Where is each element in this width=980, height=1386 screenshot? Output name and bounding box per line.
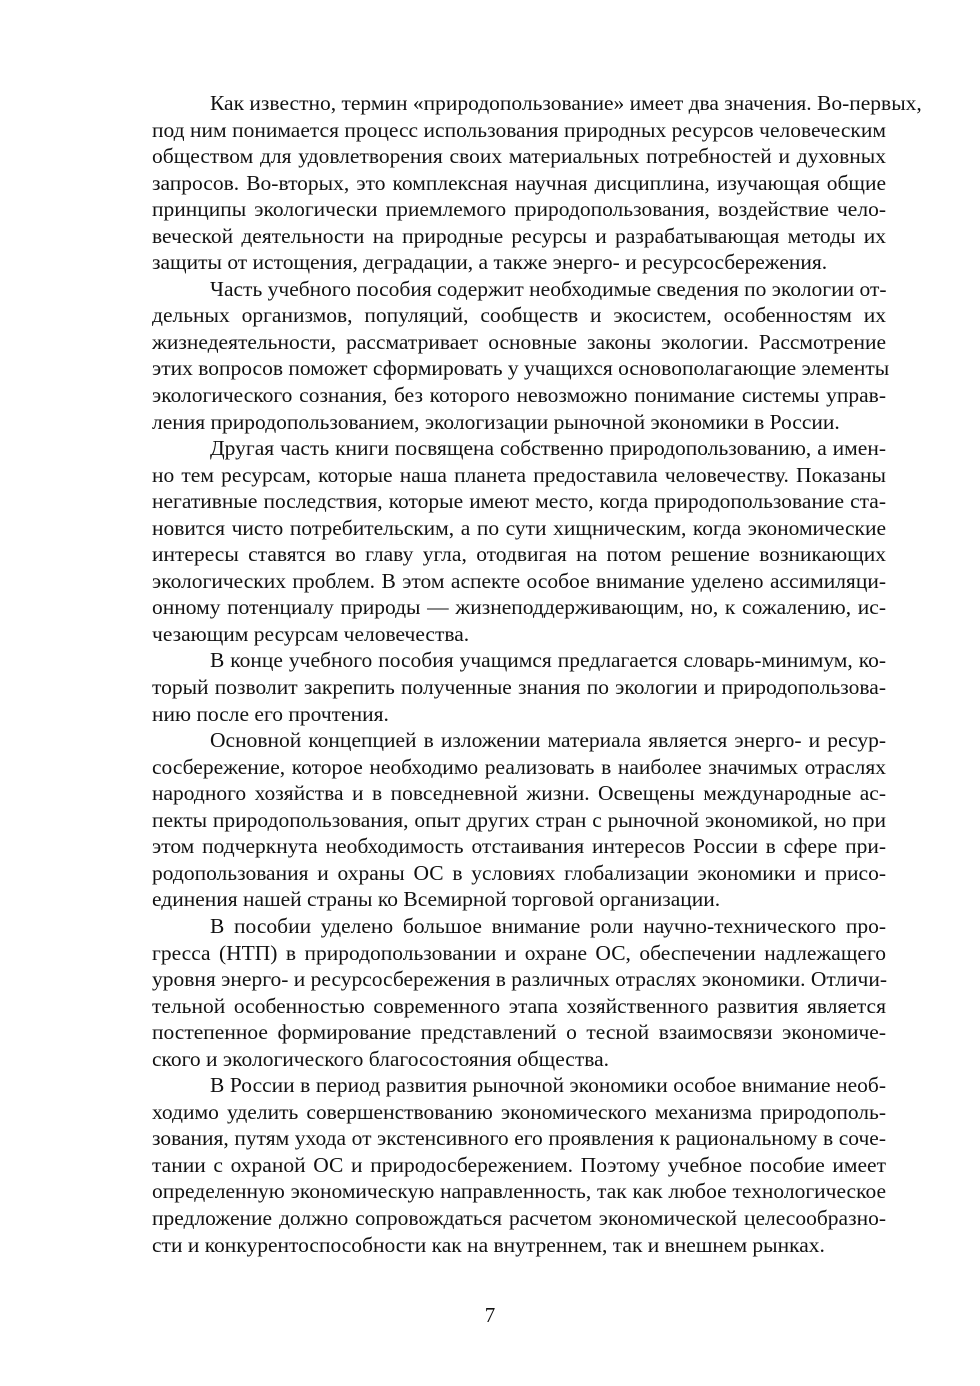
- text-line: определенную экономическую направленность, так как любое технологическое: [152, 1179, 886, 1204]
- text-line: но тем ресурсам, которые наша планета предоставила человечеству. Показаны: [152, 462, 886, 487]
- paragraph-1: [94, 90, 922, 276]
- text-line: ходимо уделить совершенствованию экономического механизма природополь-: [152, 1099, 886, 1124]
- text-line: онному потенциалу природы — жизнеподдерживающим, но, к сожалению, ис-: [152, 595, 886, 620]
- text-line: Часть учебного пособия содержит необходимые сведения по экологии от-: [210, 276, 887, 301]
- paragraph-6: [94, 913, 886, 1072]
- text-line: Как известно, термин «природопользование» имеет два значения. Во-первых,: [210, 91, 922, 115]
- text-line: новится чисто потребительским, а по сути хищническим, когда экономические: [152, 515, 886, 540]
- text-line: пекты природопользования, опыт других стран с рыночной экономикой, но при: [152, 807, 886, 832]
- text-line: ления природопользованием, экологизации рыночной экономики в России.: [152, 409, 840, 434]
- text-line: родопользования и охраны ОС в условиях глобализации экономики и присо-: [152, 860, 886, 885]
- text-line: сти и конкурентоспособности как на внутреннем, так и внешнем рынках.: [152, 1232, 825, 1257]
- text-line: нию после его прочтения.: [152, 701, 389, 726]
- text-line: защиты от истощения, деградации, а также энерго- и ресурсосбережения.: [152, 250, 828, 275]
- paragraph-7: [94, 1072, 886, 1258]
- text-line: принципы экологически приемлемого природопользования, воздействие чело-: [152, 197, 886, 222]
- text-line: Основной концепцией в изложении материала является энерго- и ресур-: [210, 728, 886, 753]
- text-line: народного хозяйства и в повседневной жизни. Освещены международные ас-: [152, 781, 886, 806]
- text-line: уровня энерго- и ресурсосбережения в различных отраслях экономики. Отличи-: [152, 967, 887, 992]
- text-line: В пособии уделено большое внимание роли научно-технического про-: [210, 913, 886, 938]
- text-line: жизнедеятельности, рассматривает основные законы экологии. Рассмотрение: [152, 329, 886, 354]
- paragraph-5: [94, 727, 886, 913]
- text-line: постепенное формирование представлений о тесной взаимосвязи экономиче-: [152, 1020, 886, 1045]
- page-body: [94, 90, 922, 1258]
- text-line: дельных организмов, популяций, сообществ и экосистем, особенностям их: [152, 303, 886, 328]
- text-line: сосбережение, которое необходимо реализовать в наиболее значимых отраслях: [152, 754, 886, 779]
- text-line: запросов. Во-вторых, это комплексная научная дисциплина, изучающая общие: [152, 170, 886, 195]
- text-line: экологических проблем. В этом аспекте особое внимание уделено ассимиляци-: [152, 568, 886, 593]
- text-line: Другая часть книги посвящена собственно природопользованию, а имен-: [210, 436, 886, 461]
- text-line: этом подчеркнута необходимость отстаивания интересов России в сфере при-: [152, 834, 886, 859]
- paragraph-3: [94, 435, 886, 647]
- text-line: ского и экологического благосостояния общества.: [152, 1046, 610, 1071]
- text-line: под ним понимается процесс использования природных ресурсов человеческим: [152, 117, 886, 142]
- text-line: тельной особенностью современного этапа хозяйственного развития является: [152, 993, 886, 1018]
- text-line: тании с охраной ОС и природосбережением. Поэтому учебное пособие имеет: [152, 1152, 886, 1177]
- paragraph-4: [94, 647, 886, 727]
- text-line: В России в период развития рыночной экономики особое внимание необ-: [210, 1073, 886, 1098]
- text-line: единения нашей страны ко Всемирной торговой организации.: [152, 887, 721, 912]
- text-line: торый позволит закрепить полученные знания по экологии и природопользова-: [152, 675, 886, 700]
- paragraph-2: [94, 276, 890, 435]
- text-line: обществом для удовлетворения своих материальных потребностей и духовных: [152, 144, 886, 169]
- text-line: негативные последствия, которые имеют место, когда природопользование ста-: [152, 489, 886, 514]
- text-line: зования, путям ухода от экстенсивного его проявления к рациональному в соче-: [152, 1126, 886, 1151]
- text-line: предложение должно сопровождаться расчетом экономической целесообразно-: [152, 1205, 886, 1230]
- text-line: этих вопросов поможет сформировать у учащихся основополагающие элементы: [152, 356, 890, 381]
- text-line: интересы ставятся во главу угла, отодвигая на потом решение возникающих: [152, 542, 886, 567]
- text-line: чезающим ресурсам человечества.: [152, 621, 470, 646]
- text-line: В конце учебного пособия учащимся предлагается словарь-минимум, ко-: [210, 648, 886, 673]
- text-line: экологического сознания, без которого невозможно понимание системы управ-: [152, 383, 886, 408]
- text-line: гресса (НТП) в природопользовании и охране ОС, обеспечении надлежащего: [152, 940, 886, 965]
- page-number: 7: [484, 1303, 496, 1327]
- text-line: веческой деятельности на природные ресурсы и разрабатывающая методы их: [152, 223, 886, 248]
